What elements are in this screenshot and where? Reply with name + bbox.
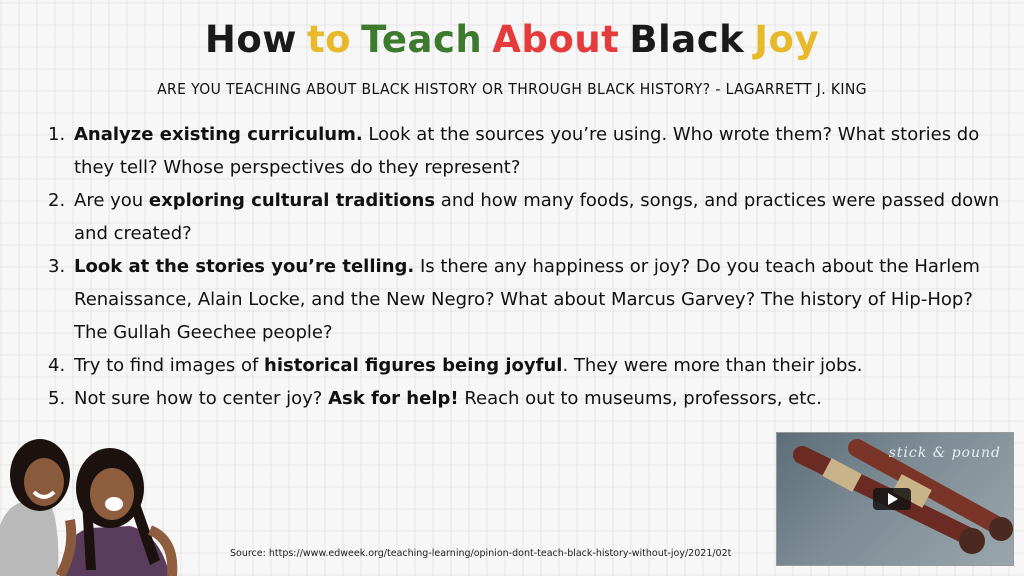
- list-item: [48, 118, 1008, 184]
- video-thumbnail[interactable]: [776, 432, 1014, 566]
- step-text-before: Try to find images of: [74, 355, 265, 376]
- step-text-after: Look at the sources you’re using. Who wrote them? What stories do they tell? Whose perspectives do they represent?: [74, 124, 980, 178]
- step-text: [74, 382, 1008, 415]
- step-text-bold: exploring cultural traditions: [148, 190, 436, 211]
- step-text-bold: historical figures being joyful: [264, 355, 563, 376]
- play-icon[interactable]: [873, 488, 911, 510]
- step-text-bold: Ask for help!: [328, 388, 459, 409]
- children-photo: [0, 430, 200, 576]
- steps-list: [48, 118, 1008, 415]
- step-text-after: Reach out to museums, professors, etc.: [458, 388, 822, 409]
- source-citation: Source: https://www.edweek.org/teaching-learning/opinion-dont-teach-black-history-without-joy/2021/02t: [230, 548, 732, 559]
- video-caption: stick & pound: [888, 445, 1001, 461]
- step-text-after: and how many foods, songs, and practices were passed down and created?: [74, 190, 1000, 244]
- step-number: 1.: [48, 124, 66, 145]
- title-word-5: Black: [629, 18, 745, 61]
- title-word-4: About: [492, 18, 620, 61]
- title-word-3: Teach: [361, 18, 483, 61]
- list-item: [48, 250, 1008, 349]
- step-text: [74, 349, 1008, 382]
- step-text-bold: Analyze existing curriculum.: [74, 124, 363, 145]
- step-text-before: Are you: [74, 190, 149, 211]
- step-text: [74, 118, 1008, 184]
- list-item: [48, 349, 1008, 382]
- step-text-bold: Look at the stories you’re telling.: [74, 256, 415, 277]
- step-number: 5.: [48, 388, 66, 409]
- step-text-before: Not sure how to center joy?: [74, 388, 329, 409]
- step-number: 4.: [48, 355, 66, 376]
- step-text: [74, 250, 1008, 349]
- page-subtitle: ARE YOU TEACHING ABOUT BLACK HISTORY OR THROUGH BLACK HISTORY? - LAGARRETT J. KING: [157, 80, 867, 98]
- step-text-after: Is there any happiness or joy? Do you teach about the Harlem Renaissance, Alain Locke, and the New Negro? What about Marcus Garvey? The history of Hip-Hop? The Gullah Geechee people?: [74, 256, 980, 343]
- title-word-2: to: [307, 18, 352, 61]
- list-item: [48, 382, 1008, 415]
- step-number: 3.: [48, 256, 66, 277]
- step-text-after: . They were more than their jobs.: [562, 355, 863, 376]
- title-word-6: Joy: [754, 18, 820, 61]
- step-text: [74, 184, 1008, 250]
- page-title: [0, 18, 1024, 61]
- title-word-1: How: [204, 18, 297, 61]
- list-item: [48, 184, 1008, 250]
- step-number: 2.: [48, 190, 66, 211]
